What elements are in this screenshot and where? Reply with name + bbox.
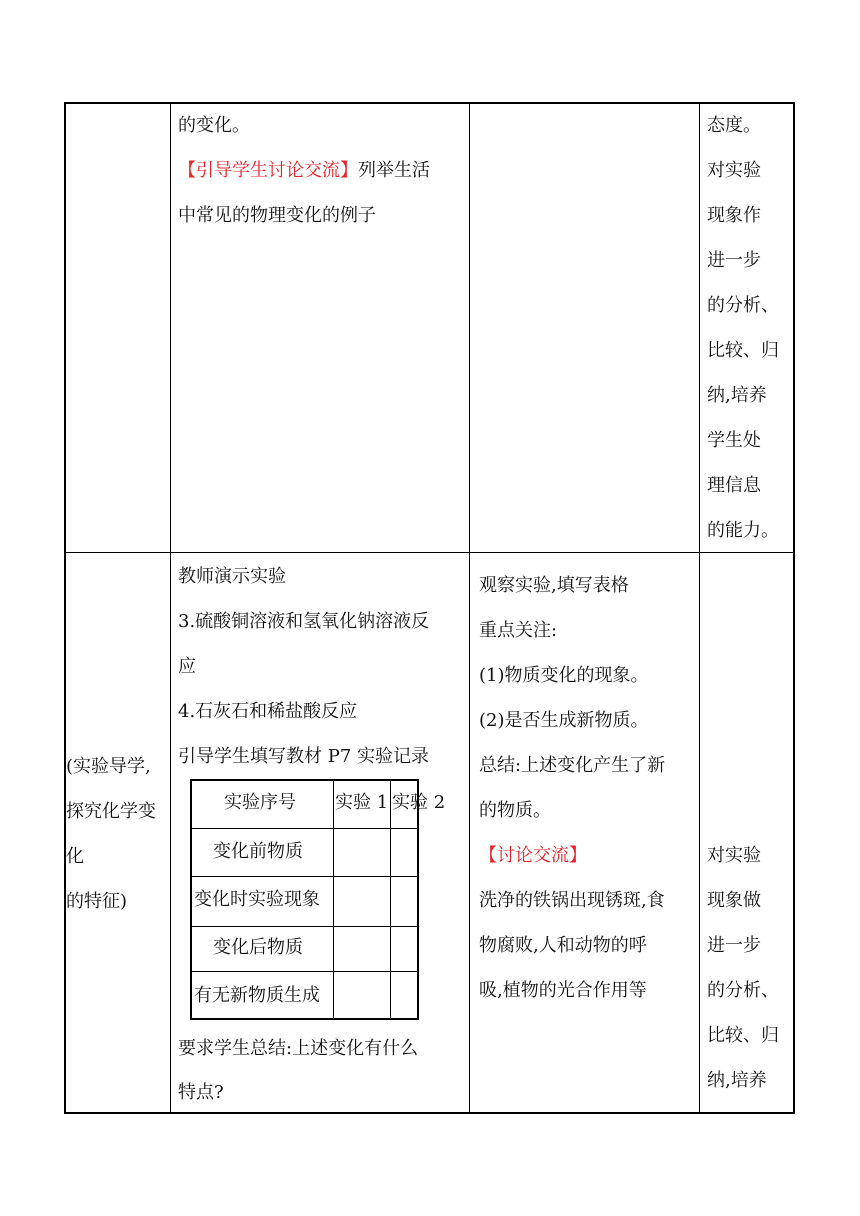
row2-col3-line: (2)是否生成新物质。 bbox=[479, 710, 649, 731]
record-row-label: 变化前物质 bbox=[213, 841, 303, 862]
record-row-divider bbox=[192, 876, 417, 877]
record-row-divider bbox=[192, 926, 417, 927]
row1-col2-line2-rest: 列举生活 bbox=[358, 160, 430, 181]
discussion-tag: 【讨论交流】 bbox=[479, 845, 587, 866]
row1-col2-line3: 中常见的物理变化的例子 bbox=[178, 205, 376, 226]
row1-col4-line: 比较、归 bbox=[707, 340, 779, 361]
row2-col3-line: 重点关注: bbox=[479, 620, 558, 641]
record-header-cell: 实验序号 bbox=[224, 792, 296, 813]
record-col-divider bbox=[333, 781, 334, 1018]
row1-col4-line: 的能力。 bbox=[707, 520, 779, 541]
stage-label-line: 探究化学变 bbox=[66, 801, 156, 822]
stage-label-line: (实验导学, bbox=[66, 756, 151, 777]
row1-col4-line: 现象作 bbox=[707, 205, 761, 226]
record-row-divider bbox=[192, 971, 417, 972]
row2-col4-line: 纳,培养 bbox=[707, 1070, 767, 1091]
row2-col2-after-line: 要求学生总结:上述变化有什么 bbox=[178, 1038, 419, 1059]
record-row-label: 有无新物质生成 bbox=[194, 985, 320, 1006]
row2-col2-line: 教师演示实验 bbox=[178, 566, 286, 587]
row1-col4-line: 对实验 bbox=[707, 160, 761, 181]
record-row-label: 变化后物质 bbox=[213, 937, 303, 958]
row2-col2-line: 引导学生填写教材 P7 实验记录 bbox=[178, 746, 430, 767]
row1-col4-line: 学生处 bbox=[707, 430, 761, 451]
column-divider bbox=[699, 104, 700, 1112]
record-header-cell: 实验 1 bbox=[335, 792, 389, 813]
row2-col2-line: 3.硫酸铜溶液和氢氧化钠溶液反 bbox=[178, 611, 430, 632]
row2-col3-line: 吸,植物的光合作用等 bbox=[479, 980, 647, 1001]
row1-col4-line: 纳,培养 bbox=[707, 385, 767, 406]
row2-col3-line: 的物质。 bbox=[479, 800, 551, 821]
record-row-divider bbox=[192, 828, 417, 829]
row2-col3-line: (1)物质变化的现象。 bbox=[479, 665, 649, 686]
row2-col2-after-line: 特点? bbox=[178, 1082, 224, 1103]
row2-col4-line: 比较、归 bbox=[707, 1025, 779, 1046]
row1-col2-line1: 的变化。 bbox=[178, 115, 250, 136]
row2-col4-line: 进一步 bbox=[707, 935, 761, 956]
row2-col2-line: 4.石灰石和稀盐酸反应 bbox=[178, 701, 358, 722]
row1-col4-line: 的分析、 bbox=[707, 295, 779, 316]
row1-col4-line: 态度。 bbox=[707, 115, 761, 136]
row-divider bbox=[66, 552, 793, 553]
row2-col4-line: 的分析、 bbox=[707, 980, 779, 1001]
record-header-cell: 实验 2 bbox=[392, 792, 446, 813]
row2-col3-line: 总结:上述变化产生了新 bbox=[479, 755, 666, 776]
column-divider bbox=[170, 104, 171, 1112]
lesson-table bbox=[64, 102, 795, 1114]
row2-col2-line: 应 bbox=[178, 656, 196, 677]
column-divider bbox=[469, 104, 470, 1112]
row2-col4-line: 对实验 bbox=[707, 845, 761, 866]
row2-col3-line: 物腐败,人和动物的呼 bbox=[479, 935, 647, 956]
stage-label-line: 化 bbox=[66, 846, 84, 867]
row1-col2-line2 bbox=[178, 162, 430, 180]
row2-col4-line: 现象做 bbox=[707, 890, 761, 911]
row1-col4-line: 理信息 bbox=[707, 475, 761, 496]
stage-label-line: 的特征) bbox=[66, 891, 128, 912]
discussion-tag: 【引导学生讨论交流】 bbox=[178, 160, 358, 181]
row2-col3-line: 洗净的铁锅出现锈斑,食 bbox=[479, 890, 665, 911]
row2-col3-line: 观察实验,填写表格 bbox=[479, 575, 629, 596]
record-col-divider bbox=[390, 781, 391, 1018]
record-row-label: 变化时实验现象 bbox=[194, 889, 320, 910]
row1-col4-line: 进一步 bbox=[707, 250, 761, 271]
